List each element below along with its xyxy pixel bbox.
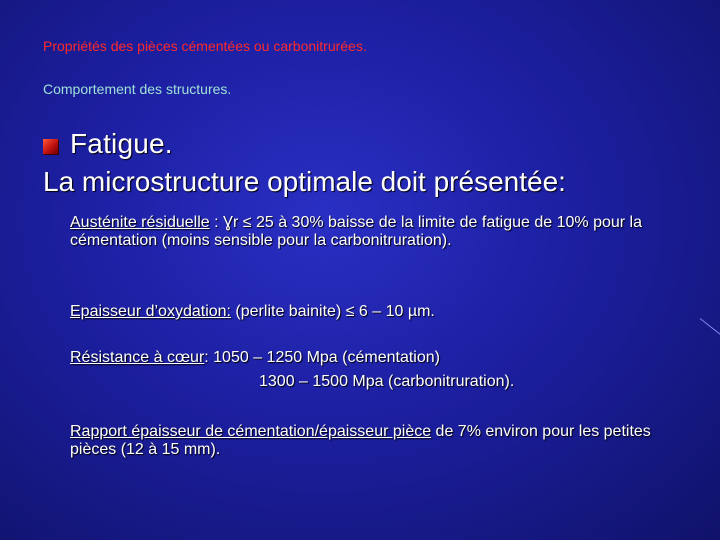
subtitle-red: Propriétés des pièces cémentées ou carbonitrurées.	[43, 38, 367, 54]
heading-row	[43, 128, 173, 160]
square-bullet-icon	[43, 139, 58, 154]
item-oxydation	[70, 303, 670, 321]
item-austenite	[70, 214, 670, 250]
heading-microstructure: La microstructure optimale doit présentée:	[43, 166, 566, 197]
item-rapport	[70, 423, 670, 459]
item-label: Résistance à cœur	[70, 349, 205, 366]
item-text: : Ɣr ≤ 25 à 30% baisse de la limite de fatigue de 10% pour la cémentation (moins sensible pour la carbonitruration).	[70, 214, 642, 249]
item-text: (perlite bainite) ≤ 6 – 10 µm.	[230, 303, 435, 320]
subtitle-teal: Comportement des structures.	[43, 81, 232, 97]
item-label: Epaisseur d’oxydation:	[70, 303, 231, 320]
heading-fatigue: Fatigue.	[70, 128, 173, 159]
item-text: de 7% environ pour les petites pièces (12 à 15 mm).	[70, 423, 651, 458]
item-text: : 1050 – 1250 Mpa (cémentation)	[204, 349, 440, 366]
item-resistance	[70, 349, 670, 367]
item-label: Rapport épaisseur de cémentation/épaisseur pièce	[70, 423, 432, 440]
item-resistance-line2: 1300 – 1500 Mpa (carbonitruration).	[259, 373, 515, 390]
item-label: Austénite résiduelle	[70, 214, 210, 231]
decorative-line	[700, 318, 720, 340]
